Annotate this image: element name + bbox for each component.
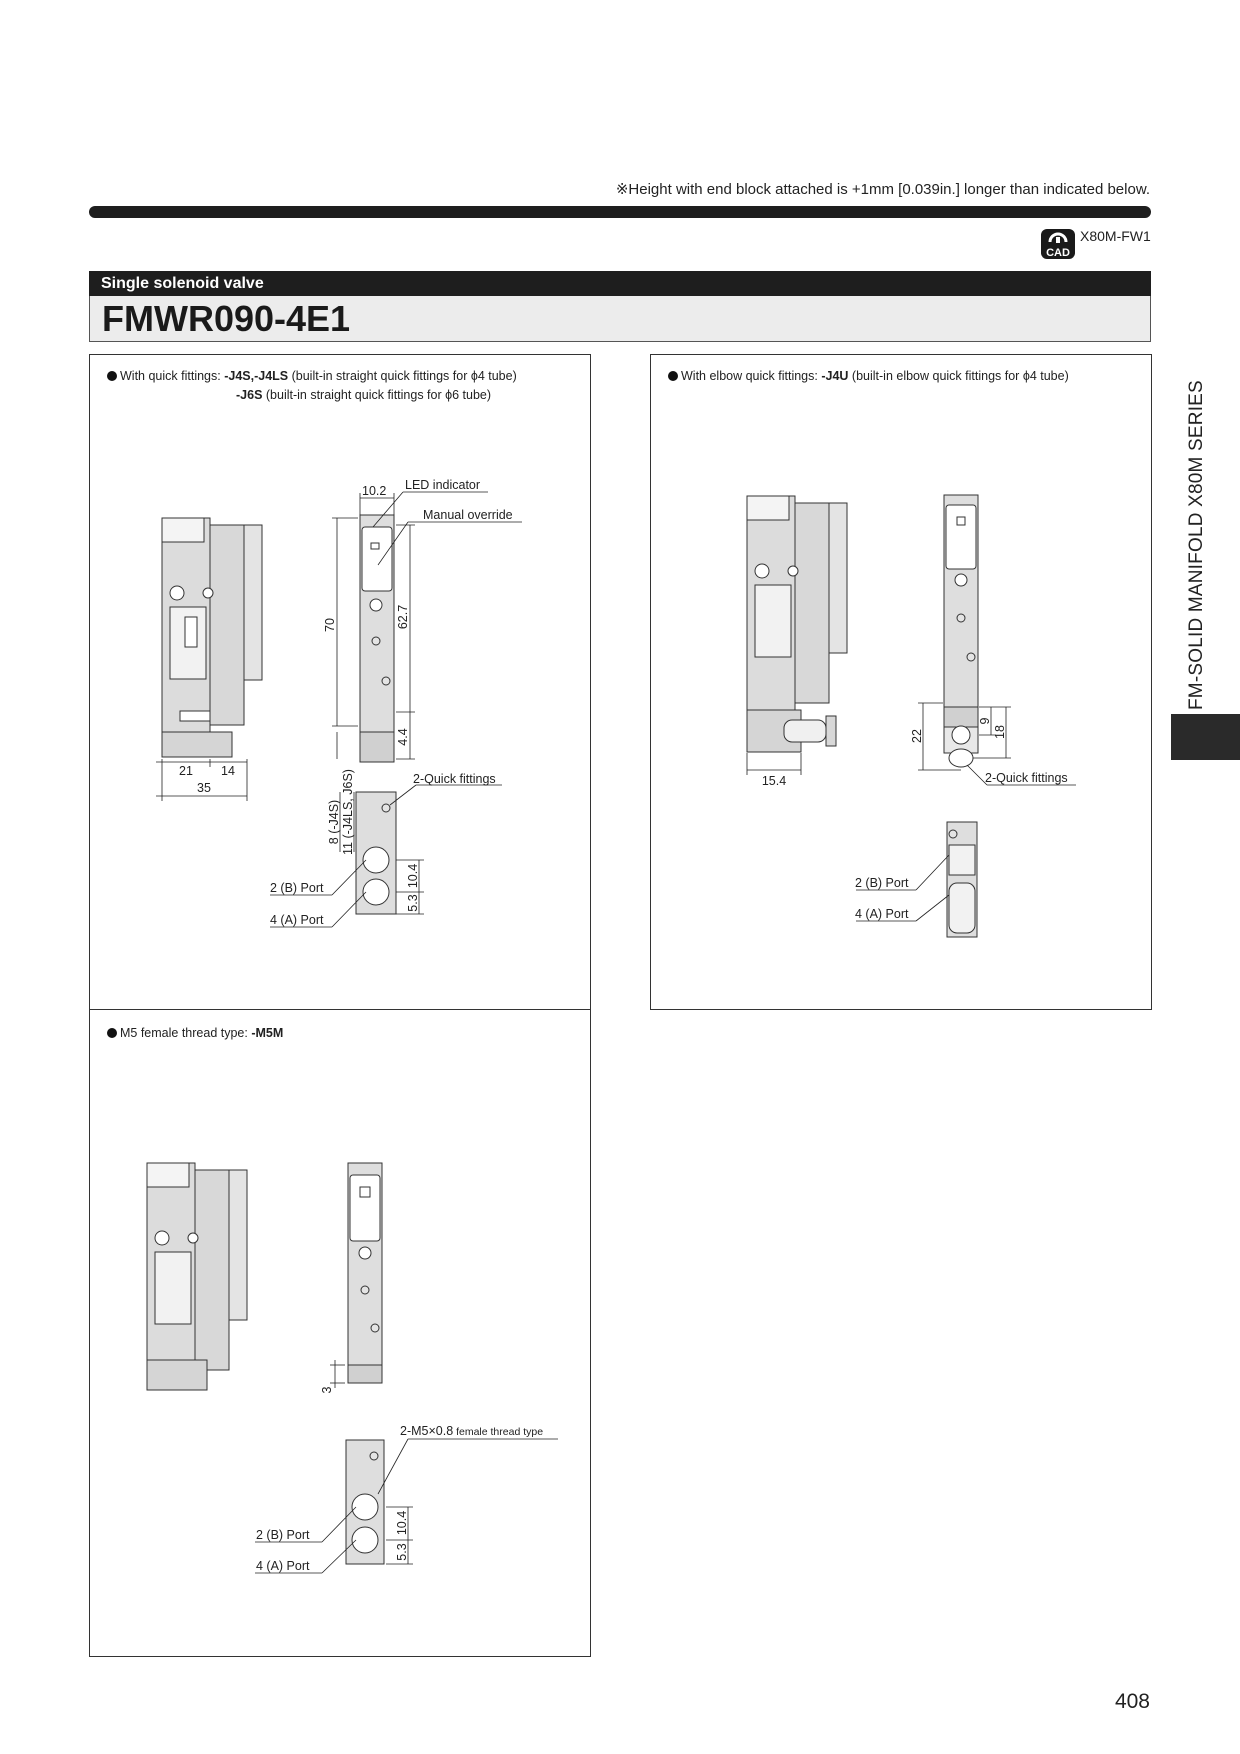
cad-icon[interactable] bbox=[1041, 229, 1075, 259]
dim-11-j4ls: 11 (-J4LS, J6S) bbox=[341, 769, 355, 855]
label-m5-thread-main: 2-M5×0.8 bbox=[400, 1424, 454, 1438]
dim-10-4: 10.4 bbox=[395, 1510, 409, 1536]
dim-3: 3 bbox=[320, 1386, 334, 1394]
label-port-b: 2 (B) Port bbox=[855, 876, 909, 890]
label-port-a: 4 (A) Port bbox=[256, 1559, 310, 1573]
label-port-b: 2 (B) Port bbox=[270, 881, 324, 895]
label-port-a: 4 (A) Port bbox=[855, 907, 909, 921]
caption-code: -J4U bbox=[821, 369, 849, 383]
dim-8-j4s: 8 (-J4S) bbox=[327, 799, 341, 845]
panel-quick-fittings bbox=[89, 354, 591, 1010]
dim-10-4: 10.4 bbox=[406, 863, 420, 889]
header-rule bbox=[89, 206, 1151, 218]
section-category: Single solenoid valve bbox=[89, 271, 1151, 296]
caption-desc: (built-in straight quick fittings for ϕ4 tube) bbox=[288, 369, 517, 383]
side-series-label bbox=[1162, 380, 1207, 710]
caption-desc: (built-in elbow quick fittings for ϕ4 tube) bbox=[848, 369, 1069, 383]
caption-prefix: With quick fittings: bbox=[120, 369, 225, 383]
label-quick-fittings: 2-Quick fittings bbox=[413, 772, 496, 786]
side-tab-marker bbox=[1171, 714, 1240, 760]
panel-elbow-fittings bbox=[650, 354, 1152, 1010]
page-number: 408 bbox=[1114, 1690, 1150, 1713]
dim-4-4: 4.4 bbox=[396, 728, 410, 746]
dim-5-3: 5.3 bbox=[406, 894, 420, 912]
label-manual-override: Manual override bbox=[423, 508, 513, 522]
side-series-text: FM-SOLID MANIFOLD X80M SERIES bbox=[1186, 380, 1207, 710]
label-quick-fittings: 2-Quick fittings bbox=[985, 771, 1068, 785]
label-led-indicator: LED indicator bbox=[405, 478, 481, 492]
drawing-elbow bbox=[651, 355, 1153, 1011]
dim-15-4: 15.4 bbox=[761, 774, 787, 788]
caption-prefix: With elbow quick fittings: bbox=[681, 369, 822, 383]
dim-62-7: 62.7 bbox=[396, 604, 410, 630]
caption-code: -M5M bbox=[251, 1026, 284, 1040]
caption-prefix: M5 female thread type: bbox=[120, 1026, 252, 1040]
label-m5-thread bbox=[400, 1424, 543, 1438]
dim-18: 18 bbox=[993, 725, 1007, 739]
cad-reference[interactable]: X80M-FW1 bbox=[1080, 228, 1151, 244]
dim-35: 35 bbox=[197, 781, 211, 795]
caption-code-2: -J6S bbox=[236, 388, 263, 402]
dim-9: 9 bbox=[978, 717, 992, 725]
label-port-b: 2 (B) Port bbox=[256, 1528, 310, 1542]
caption-code: -J4S,-J4LS bbox=[224, 369, 289, 383]
cad-icon-label: CAD bbox=[1046, 247, 1070, 259]
height-note: ※Height with end block attached is +1mm [0.039in.] longer than indicated below. bbox=[615, 181, 1150, 198]
panel-m5-thread bbox=[89, 1009, 591, 1657]
label-port-a: 4 (A) Port bbox=[270, 913, 324, 927]
dim-21: 21 bbox=[179, 764, 193, 778]
dim-70: 70 bbox=[323, 618, 337, 632]
model-title: FMWR090-4E1 bbox=[89, 296, 1151, 342]
dim-22: 22 bbox=[910, 729, 924, 743]
caption-desc-2: (built-in straight quick fittings for ϕ6 tube) bbox=[262, 388, 492, 402]
dim-10-2: 10.2 bbox=[362, 484, 387, 498]
drawing-quick bbox=[90, 355, 592, 1011]
label-m5-thread-small: female thread type bbox=[453, 1426, 544, 1438]
dim-14: 14 bbox=[221, 764, 235, 778]
dim-5-3: 5.3 bbox=[395, 1543, 409, 1561]
drawing-m5 bbox=[90, 1010, 592, 1658]
